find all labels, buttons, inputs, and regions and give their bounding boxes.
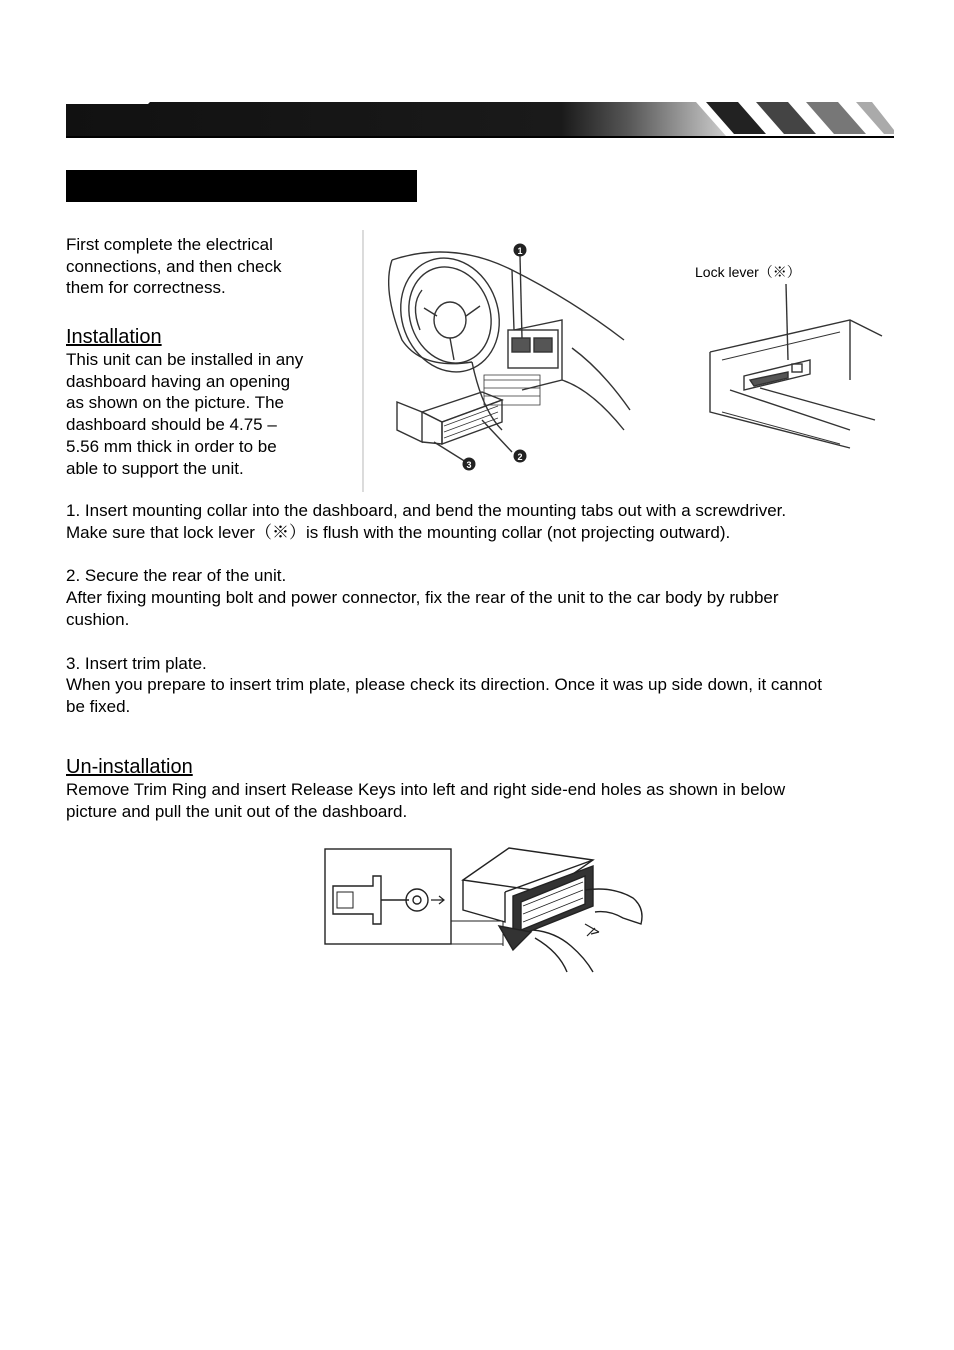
lock-lever-label: Lock lever（※） — [695, 264, 801, 280]
header-banner — [66, 100, 894, 140]
step2-title: 2. Secure the rear of the unit. — [66, 566, 287, 586]
uninstallation-line: Remove Trim Ring and insert Release Keys into left and right side-end holes as shown in below — [66, 780, 786, 799]
installation-text — [66, 349, 356, 479]
installation-line: able to support the unit. — [66, 458, 244, 478]
installation-line: dashboard having an opening — [66, 371, 291, 391]
uninstallation-heading: Un-installation — [66, 756, 193, 778]
intro-line: them for correctness. — [66, 278, 226, 298]
installation-line: This unit can be installed in any — [66, 350, 304, 369]
installation-heading: Installation — [66, 326, 162, 348]
step1-line: Make sure that lock lever（※）is flush with the mounting collar (not projecting outward). — [66, 522, 731, 542]
intro-line: connections, and then check — [66, 256, 282, 276]
step2-line: After fixing mounting bolt and power connector, fix the rear of the unit to the car body by rubber — [66, 588, 779, 608]
step1-line: 1. Insert mounting collar into the dashboard, and bend the mounting tabs out with a screwdriver. — [66, 501, 787, 520]
step3-line: be fixed. — [66, 696, 131, 716]
intro-line: First complete the electrical — [66, 235, 273, 254]
installation-line: 5.56 mm thick in order to be — [66, 436, 277, 456]
release-key-illustration — [323, 846, 647, 974]
installation-line: as shown on the picture. The — [66, 393, 284, 413]
installation-line: dashboard should be 4.75 – — [66, 415, 277, 435]
uninstallation-text — [66, 779, 906, 822]
lock-lever-illustration — [700, 280, 890, 460]
uninstallation-line: picture and pull the unit out of the dashboard. — [66, 801, 408, 821]
callout-3: 3 — [466, 460, 472, 470]
section-title-bar — [66, 170, 417, 202]
callout-1: 1 — [517, 246, 523, 256]
step3-title: 3. Insert trim plate. — [66, 653, 207, 673]
steps-block — [66, 500, 906, 718]
step3-line: When you prepare to insert trim plate, please check its direction. Once it was up side down, it cannot — [66, 675, 822, 695]
step2-line: cushion. — [66, 609, 130, 629]
intro-text — [66, 234, 356, 299]
dashboard-illustration — [362, 230, 642, 492]
callout-2: 2 — [517, 452, 523, 462]
